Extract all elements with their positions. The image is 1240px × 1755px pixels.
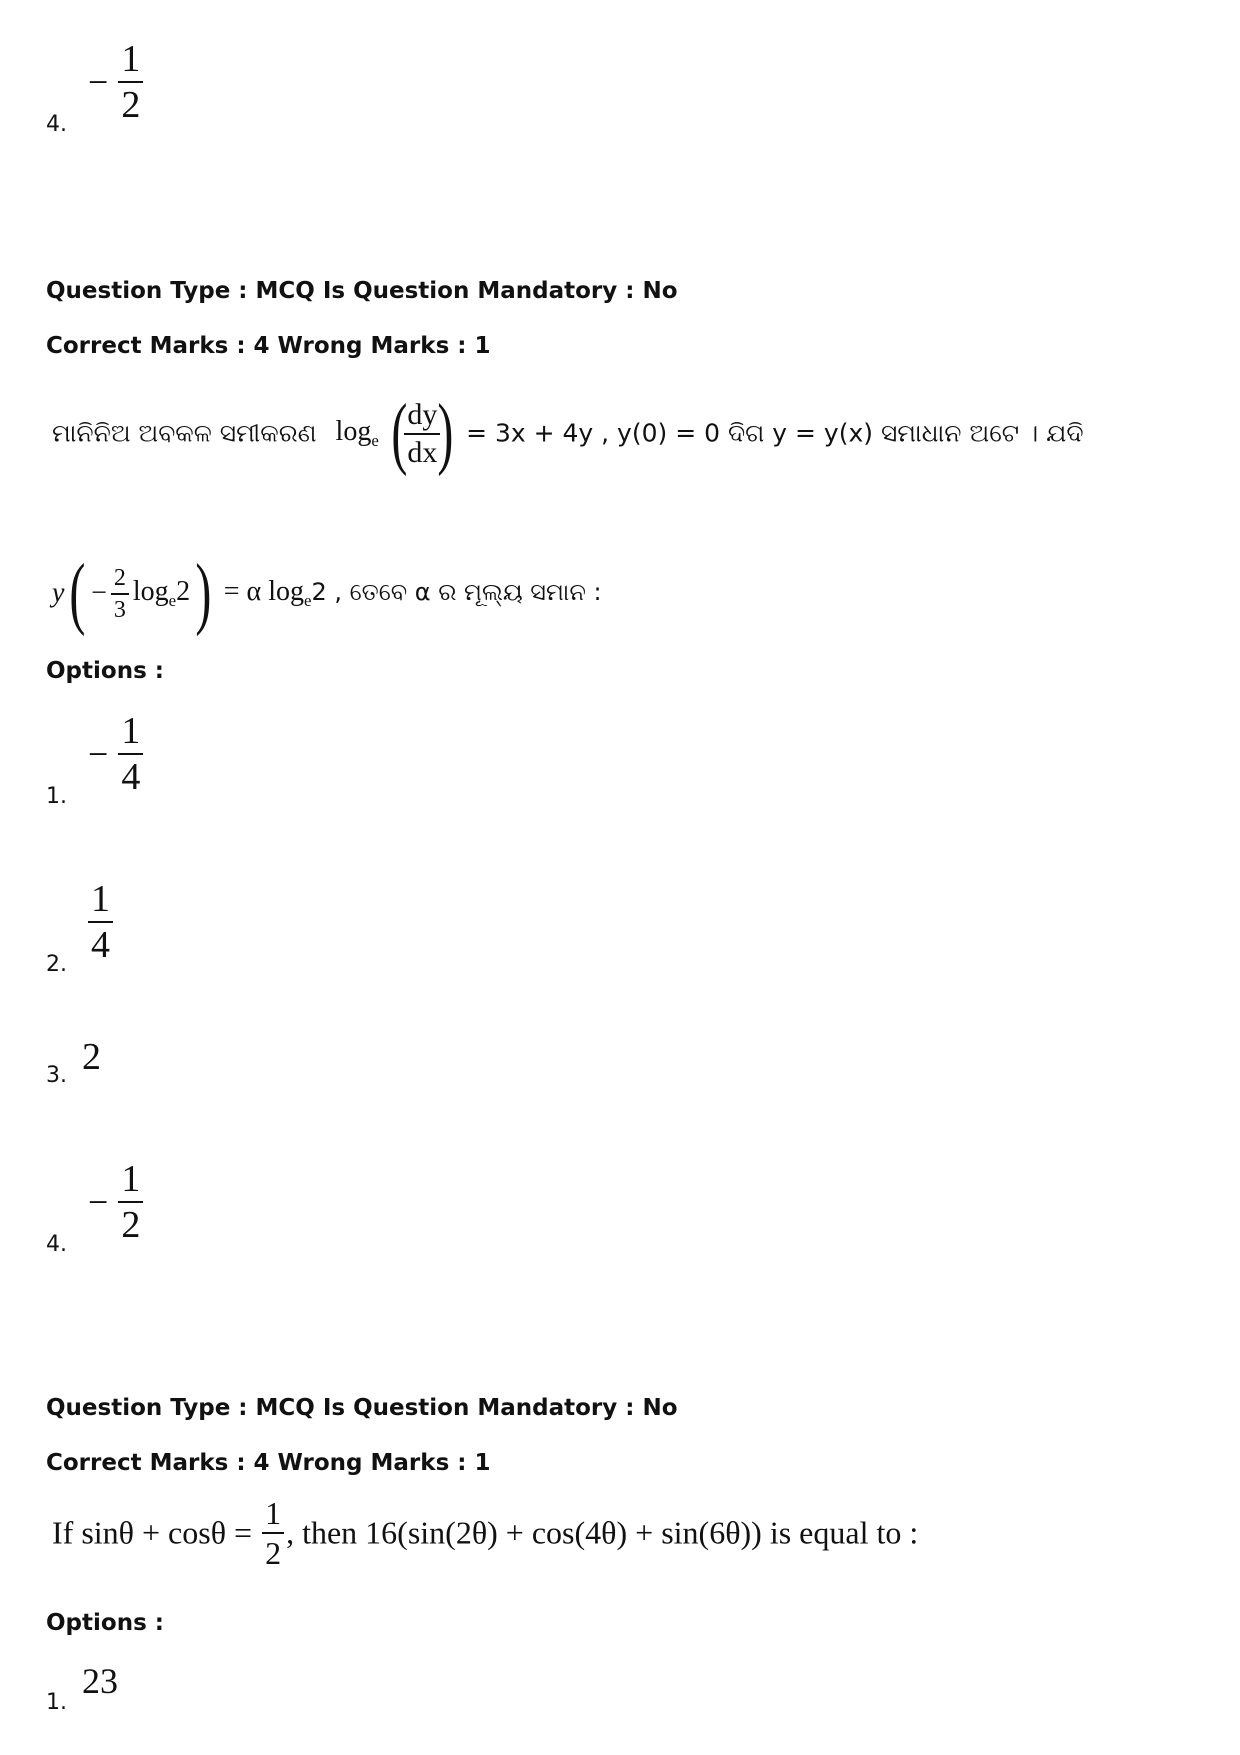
option-math — [88, 40, 143, 124]
option-number: 4. — [46, 112, 67, 137]
numerator: 2 — [111, 566, 129, 595]
rhs-log-base: e — [304, 590, 312, 610]
numerator: 1 — [88, 880, 113, 923]
left-paren: ( — [391, 389, 408, 477]
options-label: Options : — [46, 658, 164, 684]
options-label: Options : — [46, 1610, 164, 1636]
denominator: 4 — [121, 756, 141, 798]
denominator: 4 — [91, 924, 110, 966]
fraction — [88, 880, 113, 964]
left-paren: ( — [69, 549, 86, 637]
stem-after: , then 16(sin(2θ) + cos(4θ) + sin(6θ)) is equal to : — [286, 1514, 919, 1551]
option-4 — [46, 1160, 246, 1255]
right-paren: ) — [195, 549, 212, 637]
option-number: 2. — [46, 952, 67, 977]
option-1 — [46, 712, 246, 807]
numerator: 1 — [118, 40, 143, 83]
dx-text: dx — [407, 435, 438, 469]
question-type-line: Question Type : MCQ Is Question Mandatory : No — [46, 278, 678, 304]
fraction — [118, 40, 143, 124]
equation-text: = 3x + 4y , y(0) = 0 ଦିଗ y = y(x) ସମାଧାନ ଅଟେ । ଯଦି — [466, 418, 1084, 448]
dy-text: dy — [404, 400, 440, 435]
denominator: 2 — [121, 1204, 141, 1246]
stem-before: If sinθ + cosθ = — [52, 1514, 253, 1551]
fraction — [118, 1160, 143, 1244]
log-text: log — [132, 576, 169, 608]
option-math — [88, 712, 143, 796]
half-fraction — [262, 1497, 284, 1569]
log-base: e — [168, 590, 177, 610]
log-text: log — [335, 416, 372, 448]
numerator: 1 — [118, 1160, 143, 1203]
question-stem — [52, 1497, 918, 1569]
minus-sign: − — [88, 62, 109, 102]
option-1 — [46, 1660, 246, 1720]
fraction — [118, 712, 143, 796]
option-math — [88, 1160, 143, 1244]
option-2 — [46, 880, 246, 975]
prev-option-4 — [46, 40, 246, 135]
numerator: 1 — [262, 1497, 284, 1534]
option-math — [88, 880, 113, 964]
log-base: e — [371, 430, 379, 450]
marks-line: Correct Marks : 4 Wrong Marks : 1 — [46, 1450, 491, 1476]
option-number: 4. — [46, 1232, 67, 1257]
question-stem-line-1 — [52, 388, 1084, 479]
marks-line: Correct Marks : 4 Wrong Marks : 1 — [46, 333, 491, 359]
option-value: 2 — [82, 1036, 101, 1078]
denominator: 2 — [265, 1535, 282, 1571]
denominator: 2 — [121, 84, 141, 126]
option-number: 3. — [46, 1063, 67, 1088]
question-stem-line-2 — [52, 548, 602, 639]
y-text: y — [52, 577, 65, 609]
minus-sign: − — [91, 577, 107, 609]
log-arg: 2 — [176, 576, 191, 608]
option-3 — [46, 1035, 246, 1095]
option-number: 1. — [46, 784, 67, 809]
minus-sign: − — [88, 734, 109, 774]
option-value: 23 — [82, 1661, 118, 1701]
odia-intro-text: ମାନିନିଅ ଅବକଳ ସମୀକରଣ — [52, 418, 317, 448]
denominator: 3 — [113, 596, 126, 623]
numerator: 1 — [118, 712, 143, 755]
rhs-text: = α log — [223, 576, 304, 608]
rhs-tail: 2 , ତେବେ α ର ମୂଲ୍ୟ ସମାନ : — [311, 578, 602, 607]
question-type-line: Question Type : MCQ Is Question Mandatory : No — [46, 1395, 678, 1421]
option-number: 1. — [46, 1690, 67, 1715]
right-paren: ) — [437, 389, 454, 477]
minus-sign: − — [88, 1182, 109, 1222]
two-thirds-fraction — [111, 566, 129, 622]
derivative-fraction — [404, 397, 440, 469]
